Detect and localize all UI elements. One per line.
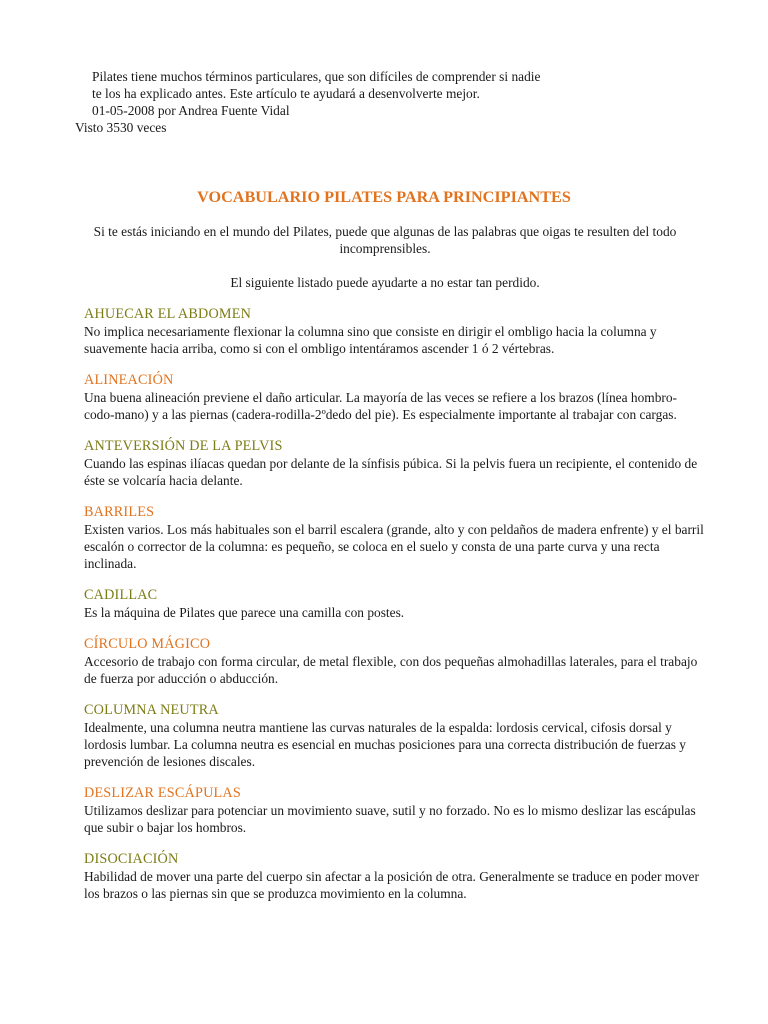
vocabulary-list	[84, 306, 704, 917]
intro-line-2: te los ha explicado antes. Este artículo te ayudará a desenvolverte mejor.	[92, 86, 480, 101]
lead-paragraph-1: Si te estás iniciando en el mundo del Pilates, puede que algunas de las palabras que oigas te resulten del todo incomprensibles.	[93, 224, 677, 256]
vocabulary-entry	[84, 636, 704, 687]
entry-definition: Cuando las espinas ilíacas quedan por delante de la sínfisis púbica. Si la pelvis fuera un recipiente, el contenido de éste se volcaría hacia delante.	[84, 456, 698, 488]
view-count: Visto 3530 veces	[75, 120, 167, 135]
entry-term: CÍRCULO MÁGICO	[84, 636, 211, 652]
entry-definition: Utilizamos deslizar para potenciar un movimiento suave, sutil y no forzado. No es lo mismo deslizar las escápulas que subir o bajar los hombros.	[84, 803, 696, 835]
entry-term: CADILLAC	[84, 587, 158, 603]
vocabulary-entry	[84, 702, 704, 770]
entry-definition: Una buena alineación previene el daño articular. La mayoría de las veces se refiere a los brazos (línea hombro-codo-mano) y a las piernas (cadera-rodilla-2ºdedo del pie). Es especialmente importante al trabajar con cargas.	[84, 390, 678, 422]
entry-definition: Habilidad de mover una parte del cuerpo sin afectar a la posición de otra. Generalmente se traduce en poder mover los brazos o las piernas sin que se produzca movimiento en la columna.	[84, 869, 699, 901]
vocabulary-entry	[84, 785, 704, 836]
vocabulary-entry	[84, 587, 704, 621]
entry-term: ALINEACIÓN	[84, 372, 174, 388]
entry-term: DISOCIACIÓN	[84, 851, 179, 867]
entry-definition: Idealmente, una columna neutra mantiene las curvas naturales de la espalda: lordosis cervical, cifosis dorsal y lordosis lumbar. La columna neutra es esencial en muchas posiciones para una correcta distribución de fuerzas y prevención de lesiones discales.	[84, 720, 686, 769]
article-intro	[92, 68, 652, 119]
entry-definition: Accesorio de trabajo con forma circular, de metal flexible, con dos pequeñas almohadillas laterales, para el trabajo de fuerza por aducción o abducción.	[84, 654, 698, 686]
entry-term: AHUECAR EL ABDOMEN	[84, 306, 252, 322]
intro-line-1: Pilates tiene muchos términos particulares, que son difíciles de comprender si nadie	[92, 69, 541, 84]
entry-definition: Es la máquina de Pilates que parece una camilla con postes.	[84, 605, 405, 620]
vocabulary-entry	[84, 851, 704, 902]
entry-definition: No implica necesariamente flexionar la columna sino que consiste en dirigir el ombligo hacia la columna y suavemente hacia arriba, como si con el ombligo intentáramos ascender 1 ó 2 vértebras.	[84, 324, 657, 356]
page-title: VOCABULARIO PILATES PARA PRINCIPIANTES	[197, 188, 571, 206]
vocabulary-entry	[84, 438, 704, 489]
entry-term: DESLIZAR ESCÁPULAS	[84, 785, 241, 801]
byline: 01-05-2008 por Andrea Fuente Vidal	[92, 103, 290, 118]
lead-paragraph-2: El siguiente listado puede ayudarte a no estar tan perdido.	[230, 275, 540, 290]
vocabulary-entry	[84, 504, 704, 572]
entry-definition: Existen varios. Los más habituales son el barril escalera (grande, alto y con peldaños de madera enfrente) y el barril escalón o corrector de la columna: es pequeño, se coloca en el suelo y consta de una parte curva y una recta inclinada.	[84, 522, 704, 571]
entry-term: COLUMNA NEUTRA	[84, 702, 219, 718]
entry-term: ANTEVERSIÓN DE LA PELVIS	[84, 438, 283, 454]
vocabulary-entry	[84, 372, 704, 423]
entry-term: BARRILES	[84, 504, 155, 520]
vocabulary-entry	[84, 306, 704, 357]
